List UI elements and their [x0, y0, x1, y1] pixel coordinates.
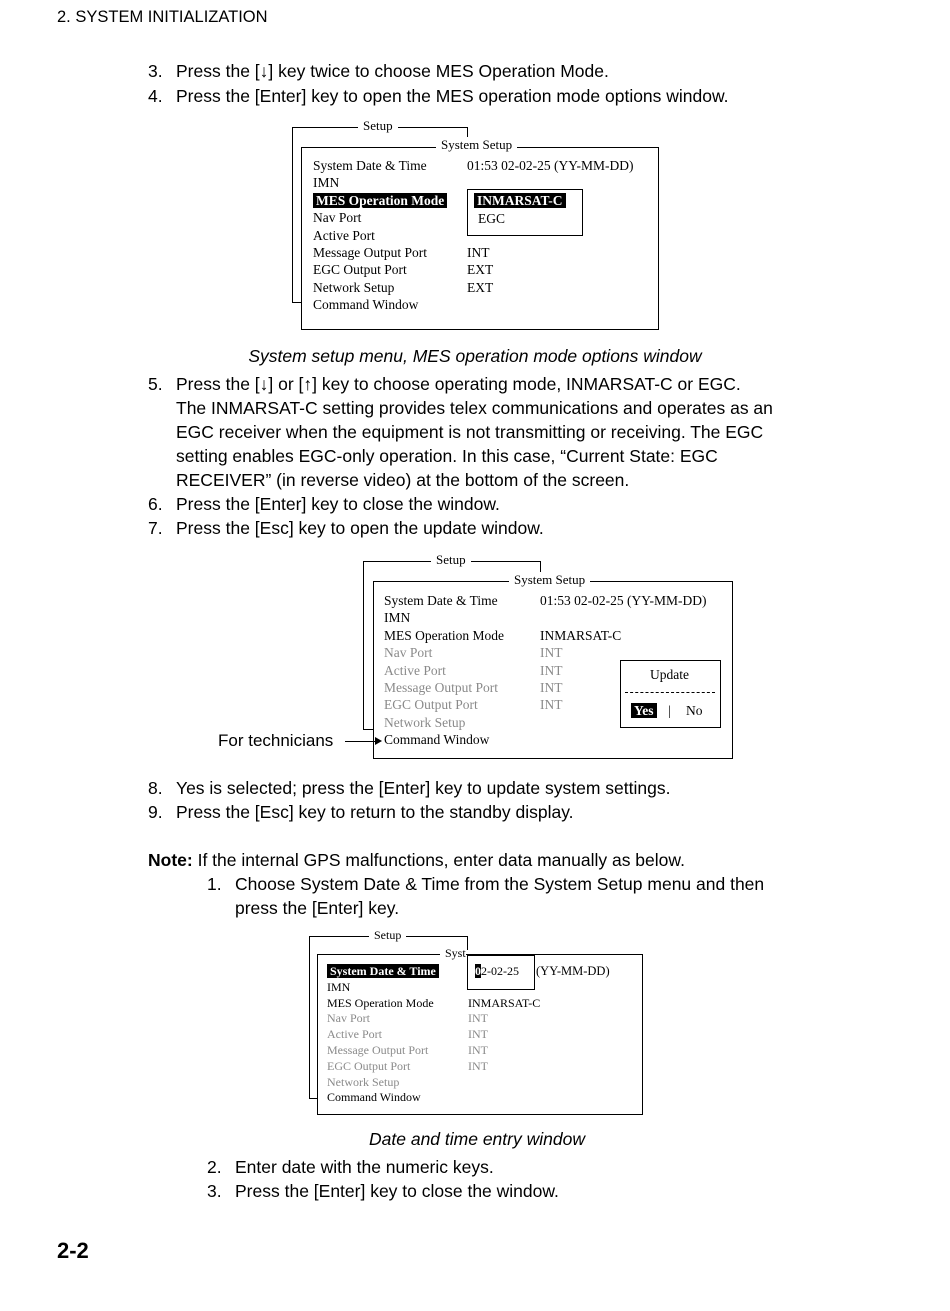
- menu-item[interactable]: [384, 610, 410, 626]
- menu-item-label: Network Setup: [313, 279, 395, 295]
- step-text: press the [Enter] key.: [235, 898, 400, 918]
- menu-item-label: System Date & Time: [327, 964, 439, 978]
- menu-item[interactable]: [313, 210, 361, 226]
- section-header: 2. SYSTEM INITIALIZATION: [57, 8, 268, 26]
- figure-caption: Date and time entry window: [369, 1129, 585, 1149]
- step-text: Press the [↓] or [↑] key to choose operating mode, INMARSAT-C or EGC.: [176, 374, 741, 394]
- menu-item-label: Nav Port: [327, 1011, 370, 1026]
- menu-item-value: INT: [467, 245, 490, 260]
- step-5: [148, 372, 868, 492]
- menu-item-value: INT: [468, 1011, 488, 1026]
- note-step-2: [207, 1155, 857, 1179]
- menu-item-label: EGC Output Port: [327, 1058, 411, 1073]
- date-format: (YY-MM-DD): [536, 964, 610, 978]
- setup-title: Setup: [369, 928, 406, 943]
- menu-item-label: IMN: [384, 610, 411, 626]
- step-text: Yes is selected; press the [Enter] key to update system settings.: [176, 778, 671, 798]
- step-6: [148, 492, 868, 516]
- menu-item[interactable]: [384, 663, 446, 679]
- menu-item[interactable]: [384, 680, 498, 696]
- step-number: 9.: [148, 802, 163, 822]
- menu-item-label: MES Operation Mode: [384, 627, 504, 643]
- menu-item-label: System Date & Time: [384, 593, 498, 608]
- note-label: Note:: [148, 850, 193, 870]
- menu-item[interactable]: [313, 262, 407, 278]
- menu-item-value: INT: [540, 662, 563, 678]
- dialog-divider: [625, 692, 715, 693]
- menu-item-value: INMARSAT-C: [540, 627, 622, 643]
- menu-item-value: EXT: [467, 279, 494, 295]
- step-3: [148, 59, 848, 83]
- menu-item[interactable]: [313, 245, 427, 261]
- step-text: EGC receiver when the equipment is not transmitting or receiving. The EGC: [176, 422, 764, 442]
- step-number: 3.: [148, 61, 163, 81]
- step-number: 7.: [148, 518, 163, 538]
- step-number: 6.: [148, 494, 163, 514]
- step-text: setting enables EGC-only operation. In this case, “Current State: EGC: [176, 446, 718, 466]
- setup-title: Setup: [431, 552, 471, 568]
- menu-item-label: Active Port: [313, 227, 375, 243]
- menu-item[interactable]: [327, 1011, 370, 1026]
- no-button[interactable]: No: [686, 703, 703, 718]
- menu-item[interactable]: [327, 996, 434, 1011]
- menu-item[interactable]: [327, 980, 350, 995]
- arrow-icon: [375, 737, 382, 745]
- menu-item[interactable]: [327, 1043, 428, 1058]
- menu-item[interactable]: [384, 732, 489, 748]
- menu-item-value: INMARSAT-C: [468, 995, 541, 1010]
- step-text: Press the [Enter] key to open the MES operation mode options window.: [176, 86, 729, 106]
- menu-item[interactable]: [327, 964, 439, 979]
- menu-item[interactable]: [313, 158, 427, 174]
- menu-item-label: Command Window: [313, 297, 419, 313]
- system-setup-title: System Setup: [509, 572, 590, 588]
- menu-item-label: Message Output Port: [313, 245, 427, 260]
- step-number: 1.: [207, 874, 222, 894]
- menu-item[interactable]: [327, 1027, 382, 1042]
- menu-item[interactable]: [384, 645, 432, 661]
- step-9: [148, 800, 848, 824]
- menu-item[interactable]: [313, 175, 339, 191]
- yes-no-separator: |: [668, 703, 671, 718]
- date-value: 2-02-25: [481, 964, 519, 978]
- menu-item-label: IMN: [327, 979, 351, 994]
- step-number: 3.: [207, 1181, 222, 1201]
- update-title: Update: [650, 667, 689, 682]
- menu-item-label: System Date & Time: [313, 158, 427, 173]
- note-text: If the internal GPS malfunctions, enter data manually as below.: [192, 850, 685, 870]
- menu-item-value: INT: [468, 1043, 488, 1057]
- menu-item[interactable]: [384, 593, 498, 609]
- menu-item[interactable]: [313, 280, 394, 296]
- note-step-3: [207, 1179, 857, 1203]
- option-egc[interactable]: EGC: [478, 211, 505, 226]
- step-8: [148, 776, 848, 800]
- step-number: 8.: [148, 778, 163, 798]
- menu-item-label: MES Operation Mode: [327, 995, 434, 1010]
- yes-button[interactable]: Yes: [631, 703, 657, 718]
- menu-item-label: IMN: [313, 175, 340, 191]
- date-cursor: 0: [475, 964, 481, 978]
- menu-item-label: Network Setup: [327, 1074, 400, 1089]
- page-number: 2-2: [57, 1238, 89, 1263]
- menu-item-label: Command Window: [327, 1090, 421, 1105]
- menu-item-label: Command Window: [384, 732, 490, 748]
- option-inmarsat-c[interactable]: INMARSAT-C: [474, 193, 566, 208]
- menu-item-label: Nav Port: [313, 210, 362, 226]
- menu-item-value: INT: [540, 645, 563, 661]
- menu-item[interactable]: [313, 297, 418, 313]
- menu-item-value: INT: [468, 1058, 488, 1073]
- menu-item-label: Active Port: [327, 1027, 382, 1042]
- menu-item-value: INT: [540, 697, 563, 713]
- menu-item-label: EGC Output Port: [313, 262, 407, 278]
- step-text: The INMARSAT-C setting provides telex communications and operates as an: [176, 398, 773, 418]
- menu-item-label: Network Setup: [384, 714, 466, 730]
- step-4: [148, 84, 848, 108]
- menu-item[interactable]: [384, 628, 504, 644]
- figure-caption: System setup menu, MES operation mode options window: [248, 346, 702, 366]
- technicians-callout: For technicians: [218, 731, 334, 750]
- menu-item[interactable]: [384, 715, 465, 731]
- step-number: 5.: [148, 374, 163, 394]
- step-text: Press the [Esc] key to return to the standby display.: [176, 802, 574, 822]
- menu-item-label: Nav Port: [384, 645, 433, 661]
- menu-item[interactable]: [327, 1075, 399, 1090]
- step-text: RECEIVER” (in reverse video) at the bottom of the screen.: [176, 470, 630, 490]
- menu-item-value: EXT: [467, 262, 494, 278]
- menu-item-value: 01:53 02-02-25 (YY-MM-DD): [467, 158, 634, 173]
- step-text: Enter date with the numeric keys.: [235, 1157, 494, 1177]
- step-7: [148, 516, 868, 540]
- step-text: Press the [Enter] key to close the window.: [176, 494, 500, 514]
- system-setup-title: System Setup: [436, 137, 517, 153]
- menu-item-label: Message Output Port: [384, 680, 498, 695]
- menu-item[interactable]: [384, 697, 478, 713]
- step-number: 4.: [148, 86, 163, 106]
- menu-item[interactable]: [327, 1059, 410, 1074]
- setup-title: Setup: [358, 118, 398, 134]
- menu-item-label: EGC Output Port: [384, 697, 478, 713]
- note: [148, 848, 685, 872]
- note-step-1: [207, 872, 857, 920]
- menu-item-label: MES Operation Mode: [313, 193, 447, 208]
- menu-item-value: INT: [468, 1027, 488, 1042]
- system-setup-title: Syst: [440, 946, 466, 961]
- menu-item-label: Message Output Port: [327, 1043, 429, 1057]
- menu-item[interactable]: [313, 228, 375, 244]
- step-text: Press the [↓] key twice to choose MES Operation Mode.: [176, 61, 609, 81]
- menu-item-value: INT: [540, 680, 563, 695]
- step-text: Press the [Esc] key to open the update window.: [176, 518, 544, 538]
- step-text: Press the [Enter] key to close the window.: [235, 1181, 559, 1201]
- step-number: 2.: [207, 1157, 222, 1177]
- menu-item[interactable]: [313, 193, 447, 209]
- menu-item-label: Active Port: [384, 662, 446, 678]
- menu-item[interactable]: [327, 1090, 421, 1105]
- menu-item-value: 01:53 02-02-25 (YY-MM-DD): [540, 593, 707, 608]
- step-text: Choose System Date & Time from the System Setup menu and then: [235, 874, 765, 894]
